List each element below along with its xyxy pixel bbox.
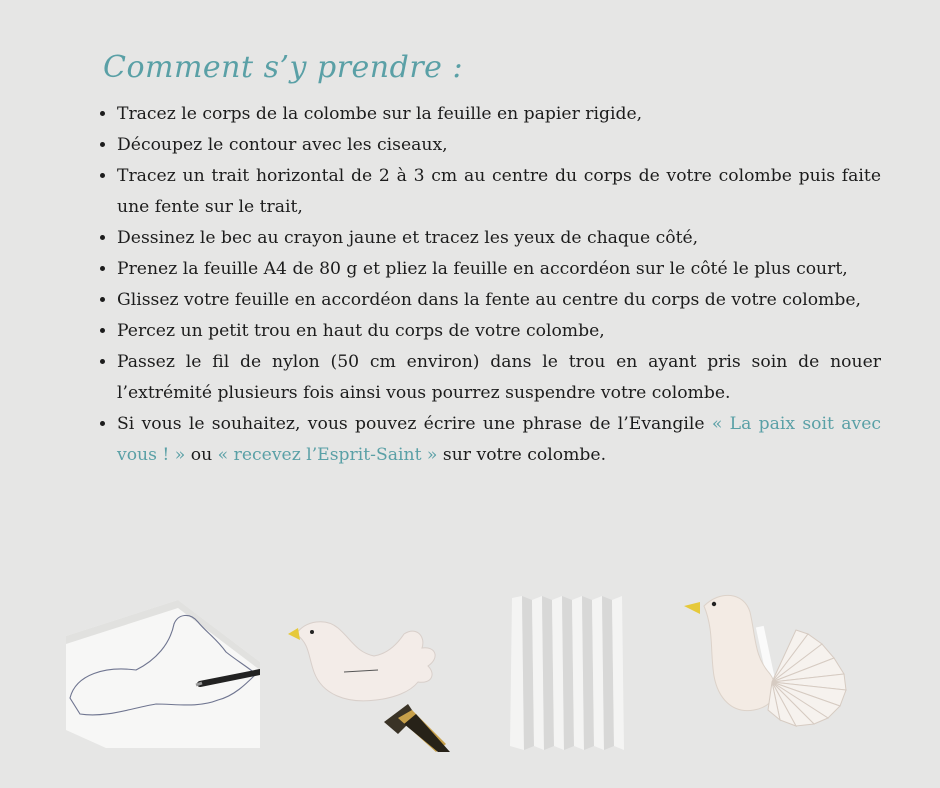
step-item: • Percez un petit trou en haut du corps de votre colombe,: [117, 316, 881, 347]
instruction-list: [97, 99, 881, 471]
photo-strip: [0, 590, 940, 760]
photo-cut-dove: [286, 612, 450, 752]
photo-finished-dove: [684, 590, 854, 740]
step-item: • Prenez la feuille A4 de 80 g et pliez la feuille en accordéon sur le côté le plus court,: [117, 254, 881, 285]
step-item: • Passez le fil de nylon (50 cm environ) dans le trou en ayant pris soin de nouer l’extrémité plusieurs fois ainsi vous pourrez suspendre votre colombe.: [117, 347, 881, 409]
gospel-quote-spirit: « recevez l’Esprit-Saint »: [217, 445, 438, 465]
photo-tracing-dove: [66, 600, 260, 748]
step-text: ou: [185, 445, 218, 465]
step-text: sur votre colombe.: [437, 445, 607, 465]
step-item: • Glissez votre feuille en accordéon dans la fente au centre du corps de votre colombe,: [117, 285, 881, 316]
step-item: • Dessinez le bec au crayon jaune et tracez les yeux de chaque côté,: [117, 223, 881, 254]
step-text: Si vous le souhaitez, vous pouvez écrire une phrase de l’Evangile: [117, 414, 712, 434]
photo-accordion-paper: [508, 596, 626, 750]
step-item: • Tracez un trait horizontal de 2 à 3 cm au centre du corps de votre colombe puis faite une fente sur le trait,: [117, 161, 881, 223]
step-item: • Tracez le corps de la colombe sur la feuille en papier rigide,: [117, 99, 881, 130]
step-item-last: [117, 409, 881, 471]
step-item: • Découpez le contour avec les ciseaux,: [117, 130, 881, 161]
gospel-quote-peace: « La paix soit avec vous ! »: [117, 414, 881, 465]
page-title: Comment s’y prendre :: [103, 50, 464, 85]
